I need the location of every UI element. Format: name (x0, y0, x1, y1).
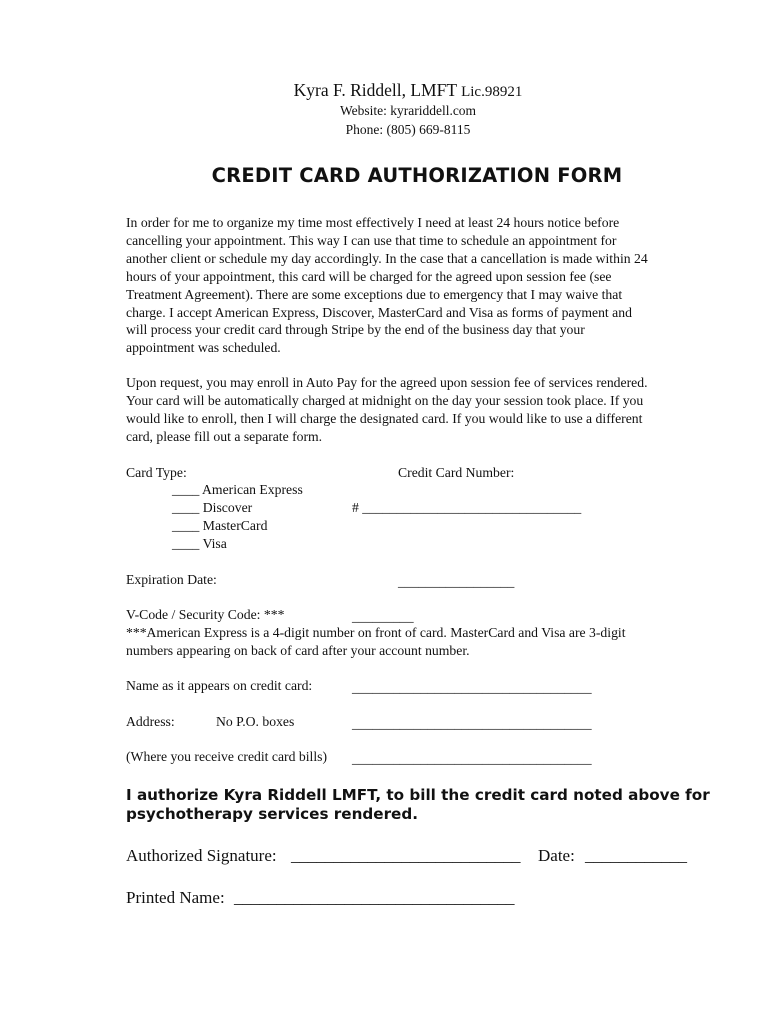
card-option-label: Visa (202, 536, 227, 551)
paragraph-line: Your card will be automatically charged at midnight on the day your session took place. If you (126, 392, 644, 408)
card-option-visa[interactable] (172, 536, 227, 552)
form-title: CREDIT CARD AUTHORIZATION FORM (211, 164, 623, 187)
phone: Phone: (805) 669-8115 (345, 122, 471, 137)
billing-address-label: (Where you receive credit card bills) (126, 749, 328, 764)
card-option-label: Discover (202, 500, 253, 515)
name-on-card-field[interactable]: ___________________________________ (352, 680, 592, 695)
card-option-blank[interactable]: ____ (172, 536, 200, 551)
practitioner-name (0, 80, 770, 101)
address-note: No P.O. boxes (216, 714, 295, 729)
card-type-label: Card Type: (126, 465, 187, 480)
paragraph-line: cancelling your appointment. This way I can use that time to schedule an appointment for (126, 232, 617, 248)
paragraph-line: would like to enroll, then I will charge the designated card. If you would like to use a different (126, 410, 643, 426)
billing-address-field[interactable]: ___________________________________ (352, 751, 592, 766)
expiration-date-label: Expiration Date: (126, 572, 217, 587)
paragraph-line: will process your credit card through Stripe by the end of the business day that your (126, 322, 585, 338)
auto-pay-paragraph (126, 374, 716, 446)
address-field[interactable]: ___________________________________ (352, 716, 592, 731)
paragraph-line: Treatment Agreement). There are some exceptions due to emergency that I may waive that (126, 286, 623, 302)
card-option-american-express[interactable] (172, 482, 303, 498)
security-code-note-line1: ***American Express is a 4-digit number on front of card. MasterCard and Visa are 3-digit (126, 625, 626, 640)
paragraph-line: hours of your appointment, this card will be charged for the agreed upon session fee (see (126, 268, 612, 284)
paragraph-line: Upon request, you may enroll in Auto Pay for the agreed upon session fee of services rendered. (126, 375, 648, 390)
name-on-card-label: Name as it appears on credit card: (126, 678, 313, 693)
paragraph-line: In order for me to organize my time most effectively I need at least 24 hours notice before (126, 215, 620, 230)
paragraph-line: charge. I accept American Express, Discover, MasterCard and Visa as forms of payment and (126, 304, 632, 320)
authorized-signature-field[interactable]: ___________________________ (291, 846, 521, 865)
paragraph-line: another client or schedule my day accordingly. In the case that a cancellation is made within 24 (126, 250, 648, 266)
card-option-discover[interactable] (172, 500, 252, 516)
paragraph-line: card, please fill out a separate form. (126, 428, 323, 444)
security-code-label: V-Code / Security Code: *** (126, 607, 285, 622)
date-label: Date: (538, 846, 575, 865)
authorized-signature-label: Authorized Signature: (126, 846, 277, 865)
card-option-blank[interactable]: ____ (172, 482, 200, 497)
authorization-statement: I authorize Kyra Riddell LMFT, to bill the credit card noted above for psychotherapy services rendered. (126, 786, 710, 823)
security-code-field[interactable]: _________ (352, 609, 414, 624)
paragraph-line: appointment was scheduled. (126, 340, 281, 356)
printed-name-field[interactable]: _________________________________ (234, 888, 515, 907)
card-number-prefix: # (352, 500, 359, 515)
card-number-field[interactable] (352, 500, 581, 516)
license-number: Lic.98921 (461, 84, 523, 100)
address-label: Address: (126, 714, 175, 729)
card-option-mastercard[interactable] (172, 518, 267, 534)
card-option-blank[interactable]: ____ (172, 518, 200, 533)
security-code-note-line2: numbers appearing on back of card after your account number. (126, 643, 470, 658)
practitioner-name-text: Kyra F. Riddell, LMFT (293, 80, 457, 100)
card-number-blank[interactable]: ________________________________ (362, 500, 582, 515)
card-number-label: Credit Card Number: (398, 465, 515, 480)
expiration-date-field[interactable]: _________________ (398, 574, 515, 589)
cancellation-policy-paragraph (126, 214, 716, 357)
website: Website: kyrariddell.com (339, 103, 477, 118)
date-field[interactable]: ____________ (585, 846, 687, 865)
card-option-blank[interactable]: ____ (172, 500, 200, 515)
printed-name-label: Printed Name: (126, 888, 225, 907)
card-option-label: MasterCard (202, 518, 268, 533)
card-option-label: American Express (202, 482, 303, 497)
